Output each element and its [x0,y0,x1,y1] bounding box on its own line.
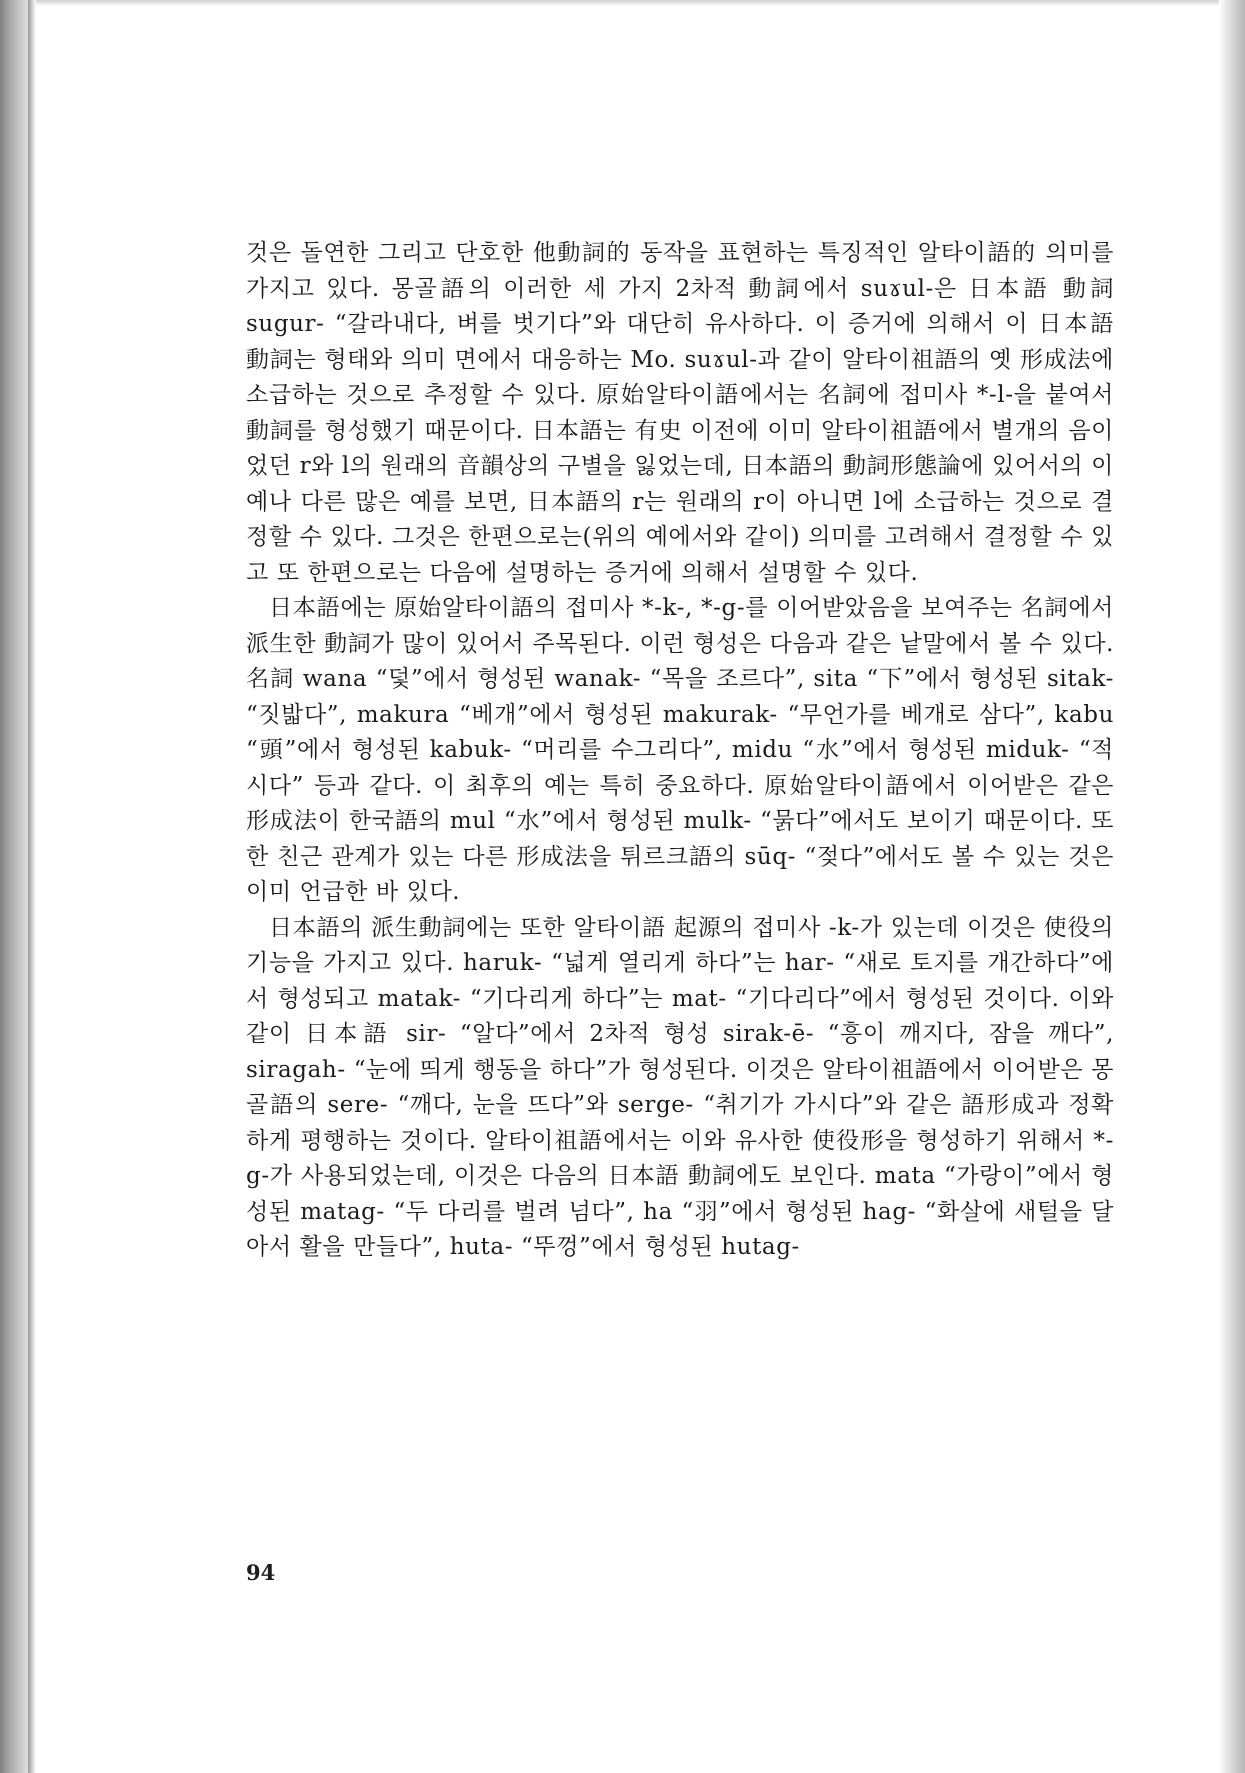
paragraph-3: 日本語의 派生動詞에는 또한 알타이語 起源의 접미사 -k-가 있는데 이것은 使役의 기능을 가지고 있다. haruk- “넓게 열리게 하다”는 har- “새로 토지를 개간하다”에서 형성되고 matak- “기다리게 하다”는 mat- “기다리다”에서 형성된 것이다. 이와 같이 日本語 sir- “알다”에서 2차적 형성 sirak-ē- “흥이 깨지다, 잠을 깨다”, siragah- “눈에 띄게 행동을 하다”가 형성된다. 이것은 알타이祖語에서 이어받은 몽골語의 sere- “깨다, 눈을 뜨다”와 serge- “취기가 가시다”와 같은 語形成과 정확하게 평행하는 것이다. 알타이祖語에서는 이와 유사한 使役形을 형성하기 위해서 *-g-가 사용되었는데, 이것은 다음의 日本語 動詞에도 보인다. mata “가랑이”에서 형성된 matag- “두 다리를 벌려 넘다”, ha “羽”에서 형성된 hag- “화살에 새털을 달아서 활을 만들다”, huta- “뚜껑”에서 형성된 hutag- [246,914,1114,1260]
book-spine-shadow [28,0,36,1773]
paragraph-1: 것은 돌연한 그리고 단호한 他動詞的 동작을 표현하는 특징적인 알타이語的 의미를 가지고 있다. 몽골語의 이러한 세 가지 2차적 動詞에서 suɤul-은 日本語 動詞 sugur- “갈라내다, 벼를 벗기다”와 대단히 유사하다. 이 증거에 의해서 이 日本語 動詞는 형태와 의미 면에서 대응하는 Mo. suɤul-과 같이 알타이祖語의 옛 形成法에 소급하는 것으로 추정할 수 있다. 原始알타이語에서는 名詞에 접미사 *-l-을 붙여서 動詞를 형성했기 때문이다. 日本語는 有史 이전에 이미 알타이祖語에서 별개의 음이었던 r와 l의 원래의 音韻상의 구별을 잃었는데, 日本語의 動詞形態論에 있어서의 이 예나 다른 많은 예를 보면, 日本語의 r는 원래의 r이 아니면 l에 소급하는 것으로 결정할 수 있다. 그것은 한편으로는(위의 예에서와 같이) 의미를 고려해서 결정할 수 있고 또 한편으로는 다음에 설명하는 증거에 의해서 설명할 수 있다. [246,240,1114,586]
page-top-edge [0,0,1245,6]
paragraph-2: 日本語에는 原始알타이語의 접미사 *-k-, *-g-를 이어받았음을 보여주는 名詞에서 派生한 動詞가 많이 있어서 주목된다. 이런 형성은 다음과 같은 낱말에서 볼 수 있다. 名詞 wana “덫”에서 형성된 wanak- “목을 조르다”, sita “下”에서 형성된 sitak- “짓밟다”, makura “베개”에서 형성된 makurak- “무언가를 베개로 삼다”, kabu “頭”에서 형성된 kabuk- “머리를 수그리다”, midu “水”에서 형성된 miduk- “적시다” 등과 같다. 이 최후의 예는 특히 중요하다. 原始알타이語에서 이어받은 같은 形成法이 한국語의 mul “水”에서 형성된 mulk- “묽다”에서도 보이기 때문이다. 또한 친근 관계가 있는 다른 形成法을 튀르크語의 sūq- “젖다”에서도 볼 수 있는 것은 이미 언급한 바 있다. [246,595,1114,905]
page-stack-edge [1219,0,1245,1773]
page-number: 94 [246,1560,276,1585]
body-text [246,236,1114,1266]
